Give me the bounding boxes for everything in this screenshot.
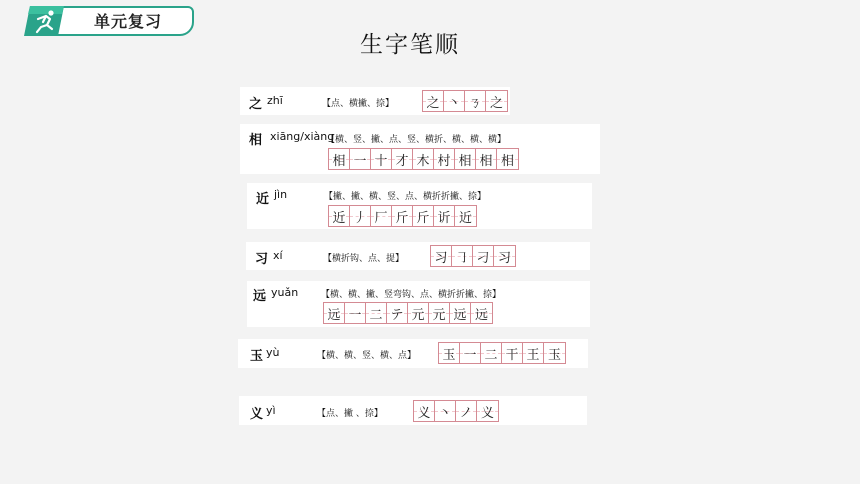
stroke-row-yi (239, 396, 587, 425)
stroke-cell: 王 (523, 343, 544, 363)
stroke-cell: 习 (494, 246, 515, 266)
stroke-cell: 斤 (413, 206, 434, 226)
stroke-grid (328, 205, 477, 227)
stroke-grid (413, 400, 499, 422)
stroke-cell: 干 (502, 343, 523, 363)
row-character: 玉 (250, 349, 264, 364)
stroke-grid (438, 342, 566, 364)
page-title: 生字笔顺 (360, 32, 460, 58)
stroke-cell: 相 (329, 149, 350, 169)
stroke-cell: 木 (413, 149, 434, 169)
stroke-row-xiang (240, 124, 600, 174)
stroke-cell: 䜣 (434, 206, 455, 226)
stroke-grid (422, 90, 508, 112)
stroke-cell: 二 (366, 303, 387, 323)
stroke-cell: 之 (423, 91, 444, 111)
row-character: 相 (249, 133, 263, 148)
stroke-cell: 远 (450, 303, 471, 323)
unit-review-badge (24, 4, 194, 38)
row-stroke-names: 【点、横撇、捺】 (322, 99, 395, 109)
stroke-row-zhi (240, 87, 510, 115)
row-stroke-names: 【横、横、撇、竖弯钩、点、横折折撇、捺】 (321, 290, 502, 300)
stroke-cell: 丶 (435, 401, 456, 421)
stroke-cell: 近 (455, 206, 476, 226)
row-stroke-names: 【撇、撇、横、竖、点、横折折撇、捺】 (324, 192, 487, 202)
badge-label: 单元复习 (94, 12, 163, 31)
stroke-cell: 才 (392, 149, 413, 169)
stroke-cell: 远 (471, 303, 492, 323)
stroke-cell: 元 (408, 303, 429, 323)
stroke-cell: 一 (345, 303, 366, 323)
row-stroke-names: 【横折钩、点、提】 (323, 254, 405, 264)
stroke-grid (328, 148, 519, 170)
stroke-grid (323, 302, 493, 324)
row-character: 之 (249, 97, 263, 112)
row-character: 义 (250, 407, 264, 422)
running-figure-icon (24, 4, 66, 38)
stroke-cell: 斤 (392, 206, 413, 226)
stroke-cell: 一 (460, 343, 481, 363)
stroke-cell: 玉 (439, 343, 460, 363)
stroke-cell: 丶 (444, 91, 465, 111)
stroke-row-xi (246, 242, 590, 270)
row-pinyin: yuǎn (271, 286, 299, 299)
stroke-row-yu (238, 339, 588, 368)
stroke-cell: 相 (497, 149, 518, 169)
stroke-cell: 刁 (473, 246, 494, 266)
stroke-grid (430, 245, 516, 267)
stroke-cell: 远 (324, 303, 345, 323)
row-stroke-names: 【横、竖、撇、点、竖、横折、横、横、横】 (326, 135, 507, 145)
row-stroke-names: 【点、撇 、捺】 (317, 409, 383, 419)
stroke-cell: 村 (434, 149, 455, 169)
stroke-cell: 厂 (371, 206, 392, 226)
row-pinyin: yù (266, 346, 280, 359)
stroke-cell: 二 (481, 343, 502, 363)
stroke-cell: 玉 (544, 343, 565, 363)
stroke-cell: 义 (414, 401, 435, 421)
stroke-cell: 近 (329, 206, 350, 226)
stroke-row-yuan (247, 281, 590, 327)
row-pinyin: xiāng/xiàng (270, 130, 335, 143)
row-character: 远 (253, 289, 267, 304)
stroke-cell: 丿 (350, 206, 371, 226)
row-pinyin: yì (266, 404, 276, 417)
stroke-cell: 十 (371, 149, 392, 169)
row-stroke-names: 【横、横、竖、横、点】 (317, 351, 417, 361)
stroke-cell: ㇆ (452, 246, 473, 266)
stroke-cell: 元 (429, 303, 450, 323)
row-character: 近 (256, 192, 270, 207)
stroke-cell: 相 (455, 149, 476, 169)
stroke-cell: 习 (431, 246, 452, 266)
stroke-cell: 一 (350, 149, 371, 169)
stroke-cell: 义 (477, 401, 498, 421)
row-pinyin: zhī (267, 94, 283, 107)
row-pinyin: jìn (274, 188, 288, 201)
row-character: 习 (255, 252, 269, 267)
stroke-row-jin (247, 183, 592, 229)
stroke-cell: テ (387, 303, 408, 323)
row-pinyin: xí (273, 249, 283, 262)
stroke-cell: ノ (456, 401, 477, 421)
stroke-cell: 相 (476, 149, 497, 169)
stroke-cell: ㄋ (465, 91, 486, 111)
stroke-cell: 之 (486, 91, 507, 111)
